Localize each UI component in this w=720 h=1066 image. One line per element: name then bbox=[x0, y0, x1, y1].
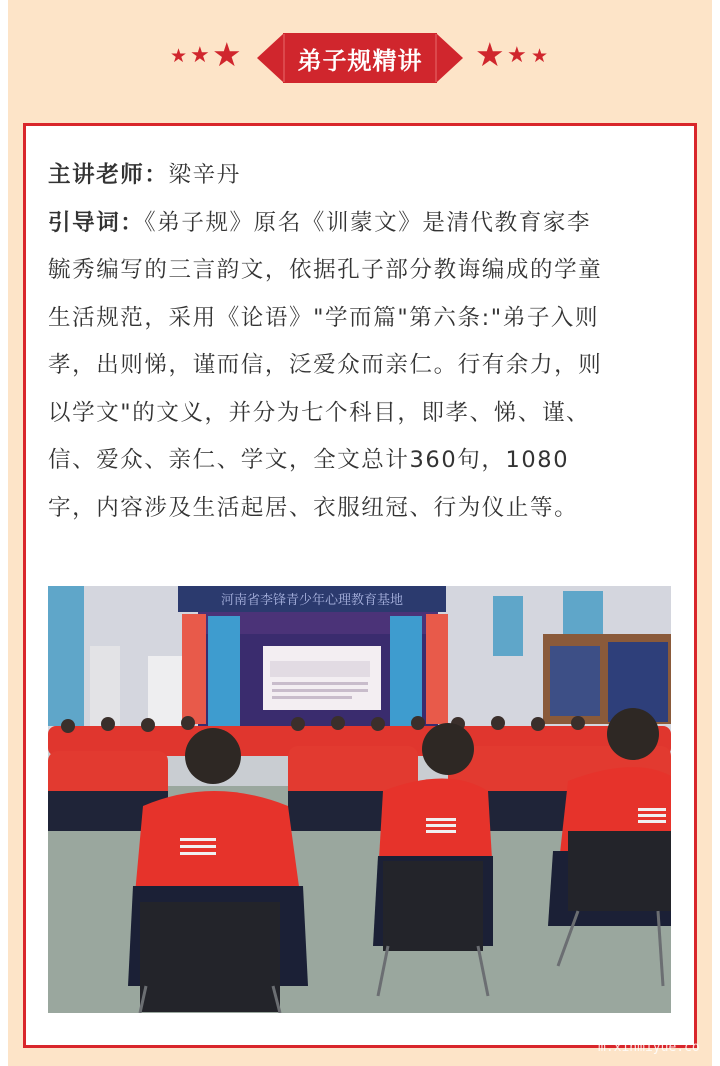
teacher-line bbox=[48, 152, 674, 200]
intro-text: 信、爱众、亲仁、学文，全文总计360句，1080 bbox=[48, 447, 570, 473]
star-icon: ★ bbox=[170, 45, 188, 67]
intro-text: 《弟子规》原名《训蒙文》是清代教育家李 bbox=[144, 209, 592, 236]
section-title: 弟子规精讲 bbox=[297, 46, 423, 75]
article-text bbox=[48, 152, 674, 532]
intro-text: 毓秀编写的三言韵文，依据孔子部分教诲编成的学童 bbox=[48, 257, 603, 283]
lecture-photo bbox=[48, 586, 671, 1013]
teacher-label: 主讲老师： bbox=[48, 162, 169, 188]
watermark: m.xinmiyue.co bbox=[598, 1040, 700, 1055]
banner-text: 河南省李锋青少年心理教育基地 bbox=[220, 593, 404, 608]
intro-text: 以学文"的文义，并分为七个科目，即孝、悌、谨、 bbox=[48, 399, 591, 426]
teacher-name: 梁辛丹 bbox=[168, 162, 241, 188]
auditorium-photo-image bbox=[48, 586, 671, 1013]
star-icon: ★ bbox=[531, 45, 549, 67]
intro-text: 孝，出则悌，谨而信，泛爱众而亲仁。行有余力，则 bbox=[48, 352, 603, 378]
section-header bbox=[0, 0, 720, 110]
intro-text: 字，内容涉及生活起居、衣服纽冠、行为仪止等。 bbox=[48, 494, 579, 521]
intro-text: 生活规范，采用《论语》"学而篇"第六条:"弟子入则 bbox=[48, 304, 600, 331]
star-icon: ★ bbox=[507, 43, 527, 68]
star-icon: ★ bbox=[212, 35, 242, 74]
star-icon: ★ bbox=[190, 43, 210, 68]
intro-label: 引导词： bbox=[48, 209, 145, 236]
title-banner bbox=[257, 31, 463, 85]
star-icon: ★ bbox=[475, 35, 505, 74]
intro-line bbox=[48, 200, 674, 248]
